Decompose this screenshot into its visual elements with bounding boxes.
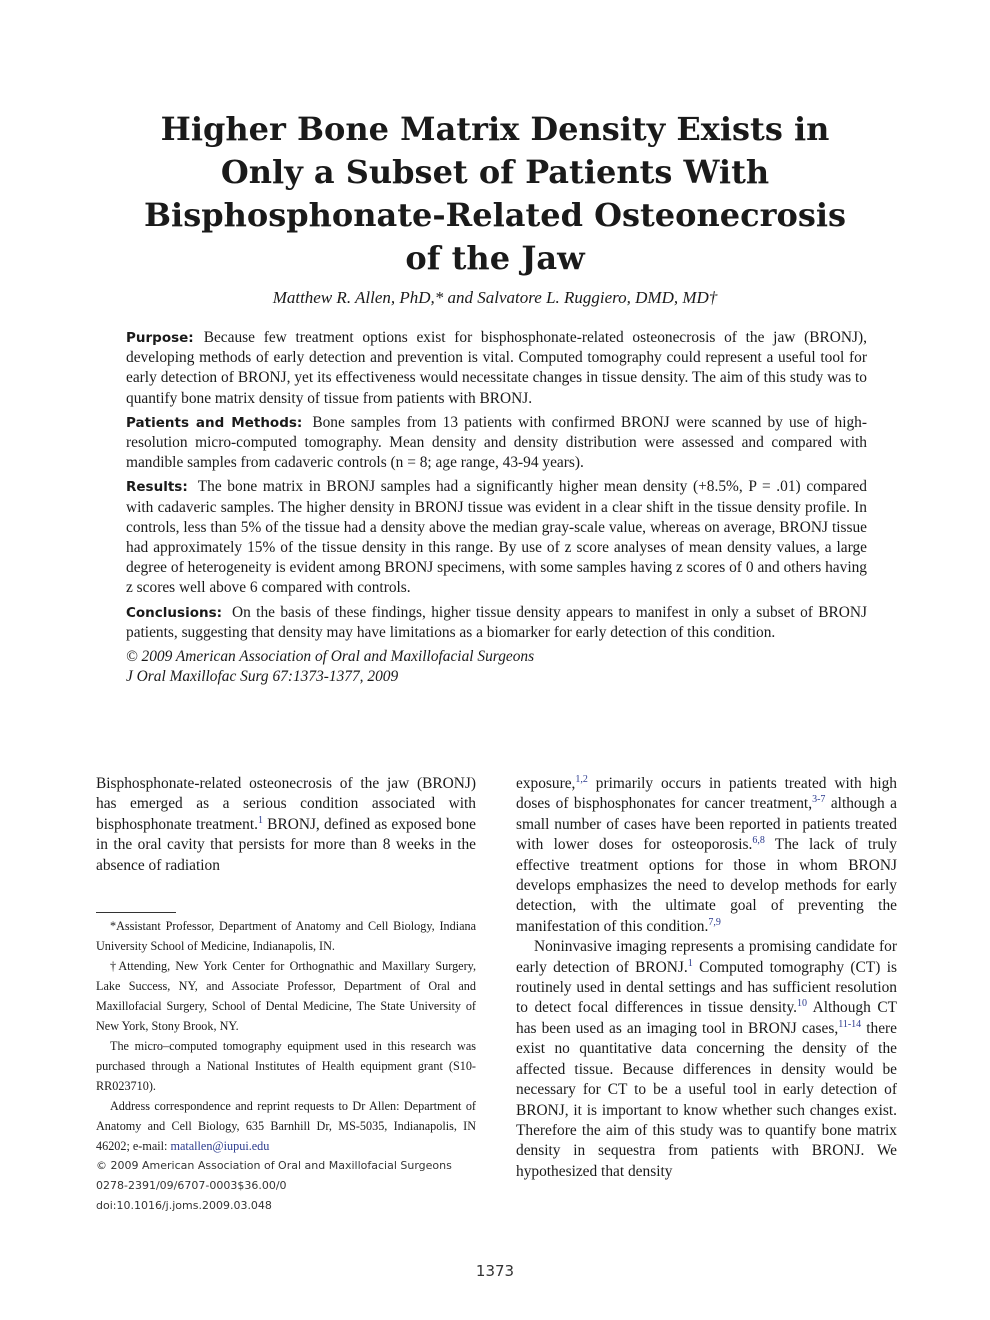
title-line-2: Only a Subset of Patients With [220, 153, 770, 191]
footnote-author-1: *Assistant Professor, Department of Anatomy and Cell Biology, Indiana University School of Medicine, Indianapolis, IN. [96, 919, 476, 953]
reference-link[interactable]: 7,9 [708, 916, 721, 928]
body-paragraph-2 [516, 937, 897, 1182]
results-text: The bone matrix in BRONJ samples had a significantly higher mean density (+8.5%, P = .01) compared with cadaveric samples. The higher density in BRONJ tissue was evident in a clear shift in the tissue density profile. In controls, less than 5% of the tissue had a density above the median gray-scale value, whereas on average, BRONJ tissue had approximately 15% of the tissue density in this range. By use of z score analyses of mean density values, a large degree of heterogeneity is evident among BRONJ specimens, with some samples having z scores of 0 and others having z scores well above 6 compared with controls. [126, 478, 867, 597]
abstract-citation: J Oral Maxillofac Surg 67:1373-1377, 2009 [126, 668, 399, 686]
title-line-3: Bisphosphonate-Related Osteonecrosis [144, 196, 846, 234]
footnote-issn: 0278-2391/09/6707-0003$36.00/0 [96, 1179, 287, 1192]
footnotes [96, 916, 476, 1216]
body-right-column [516, 774, 897, 1182]
footnote-copyright: © 2009 American Association of Oral and Maxillofacial Surgeons [96, 1159, 452, 1172]
text-run: there exist no quantitative data concerning the density of the affected tissue. Because differences in density would be necessary for CT to be a useful tool in early detection of BRONJ, it is important to know whether such changes exist. Therefore the aim of this study was to quantify bone matrix density in sequestra from patients with BRONJ. We hypothesized that density [516, 1019, 898, 1180]
footnote-correspondence [96, 1096, 476, 1156]
text-run: primarily occurs in patients treated with high doses of bisphosphonates for cancer treatment, [516, 775, 897, 813]
text-run: Although CT has been used as an imaging tool in BRONJ cases, [516, 999, 897, 1037]
abstract-copyright: © 2009 American Association of Oral and Maxillofacial Surgeons [126, 648, 535, 666]
title-line-1: Higher Bone Matrix Density Exists in [160, 110, 830, 148]
footnote-funding: The micro–computed tomography equipment used in this research was purchased through a National Institutes of Health equipment grant (S10-RR023710). [96, 1039, 476, 1093]
purpose-label: Purpose: [126, 330, 194, 346]
correspondence-text: Address correspondence and reprint requests to Dr Allen: Department of Anatomy and Cell Biology, 635 Barnhill Dr, MS-5035, Indianapolis, IN 46202; e-mail: [96, 1099, 476, 1153]
text-run: Computed tomography (CT) is routinely used in dental settings and has sufficient resolution to detect focal differences in tissue density. [516, 958, 897, 1017]
abstract [126, 328, 867, 687]
conclusions-text: On the basis of these findings, higher tissue density appears to manifest in only a subset of BRONJ patients, suggesting that density may have limitations as a biomarker for early detection of this condition. [126, 603, 867, 641]
text-run: BRONJ, defined as exposed bone in the oral cavity that persists for more than 8 weeks in the absence of radiation [96, 815, 476, 874]
methods-label: Patients and Methods: [126, 414, 303, 431]
abstract-methods [126, 413, 867, 474]
abstract-conclusions [126, 603, 867, 643]
intro-paragraph [96, 774, 476, 876]
text-run: Bisphosphonate-related osteonecrosis of the jaw (BRONJ) has emerged as a serious condition associated with bisphosphonate treatment. [96, 775, 476, 833]
page-number: 1373 [475, 1262, 515, 1280]
conclusions-label: Conclusions: [126, 604, 223, 621]
title-line-4: of the Jaw [405, 239, 585, 277]
text-run: Noninvasive imaging represents a promising candidate for early detection of BRONJ. [516, 938, 897, 976]
reference-link[interactable]: 10 [797, 998, 807, 1010]
purpose-text: Because few treatment options exist for bisphosphonate-related osteonecrosis of the jaw (BRONJ), developing methods of early detection and prevention is vital. Computed tomography could represent a useful tool for early detection of BRONJ, yet its effectiveness would necessitate changes in tissue density. The aim of this study was to quantify bone matrix density of tissue from patients with BRONJ. [126, 329, 867, 407]
reference-link[interactable]: 6,8 [752, 835, 765, 847]
reference-link[interactable]: 1 [257, 814, 263, 826]
reference-link[interactable]: 1,2 [575, 773, 588, 785]
footnote-rule [96, 912, 176, 913]
abstract-results [126, 477, 867, 598]
abstract-purpose [126, 328, 867, 409]
body-paragraph-1 [516, 774, 897, 937]
reference-link[interactable]: 1 [687, 957, 693, 969]
article-title [100, 108, 890, 280]
reference-link[interactable]: 11-14 [838, 1018, 862, 1030]
text-run: although a small number of cases have been reported in patients treated with lower doses for osteoporosis. [516, 795, 897, 854]
methods-text: Bone samples from 13 patients with confirmed BRONJ were scanned by use of high-resolution micro-computed tomography. Mean density and density distribution were assessed and compared with mandible samples from cadaveric controls (n = 8; age range, 43-94 years). [126, 413, 867, 472]
footnote-author-2: †Attending, New York Center for Orthognathic and Maxillary Surgery, Lake Success, NY, and Associate Professor, Department of Oral and Maxillofacial Surgery, School of Dental Medicine, The State University of New York, Stony Brook, NY. [96, 959, 476, 1033]
text-run: The lack of truly effective treatment options for those in whom BRONJ develops emphasizes the need to develop methods for early detection, with the ultimate goal of preventing the manifestation of this condition. [516, 836, 897, 935]
text-run: exposure, [516, 775, 576, 792]
email-link[interactable]: matallen@iupui.edu [170, 1139, 270, 1153]
body-left-column [96, 774, 476, 876]
author-list: Matthew R. Allen, PhD,* and Salvatore L. Ruggiero, DMD, MD† [272, 288, 718, 307]
results-label: Results: [126, 479, 188, 496]
footnote-doi: doi:10.1016/j.joms.2009.03.048 [96, 1199, 272, 1212]
reference-link[interactable]: 3-7 [812, 794, 826, 806]
